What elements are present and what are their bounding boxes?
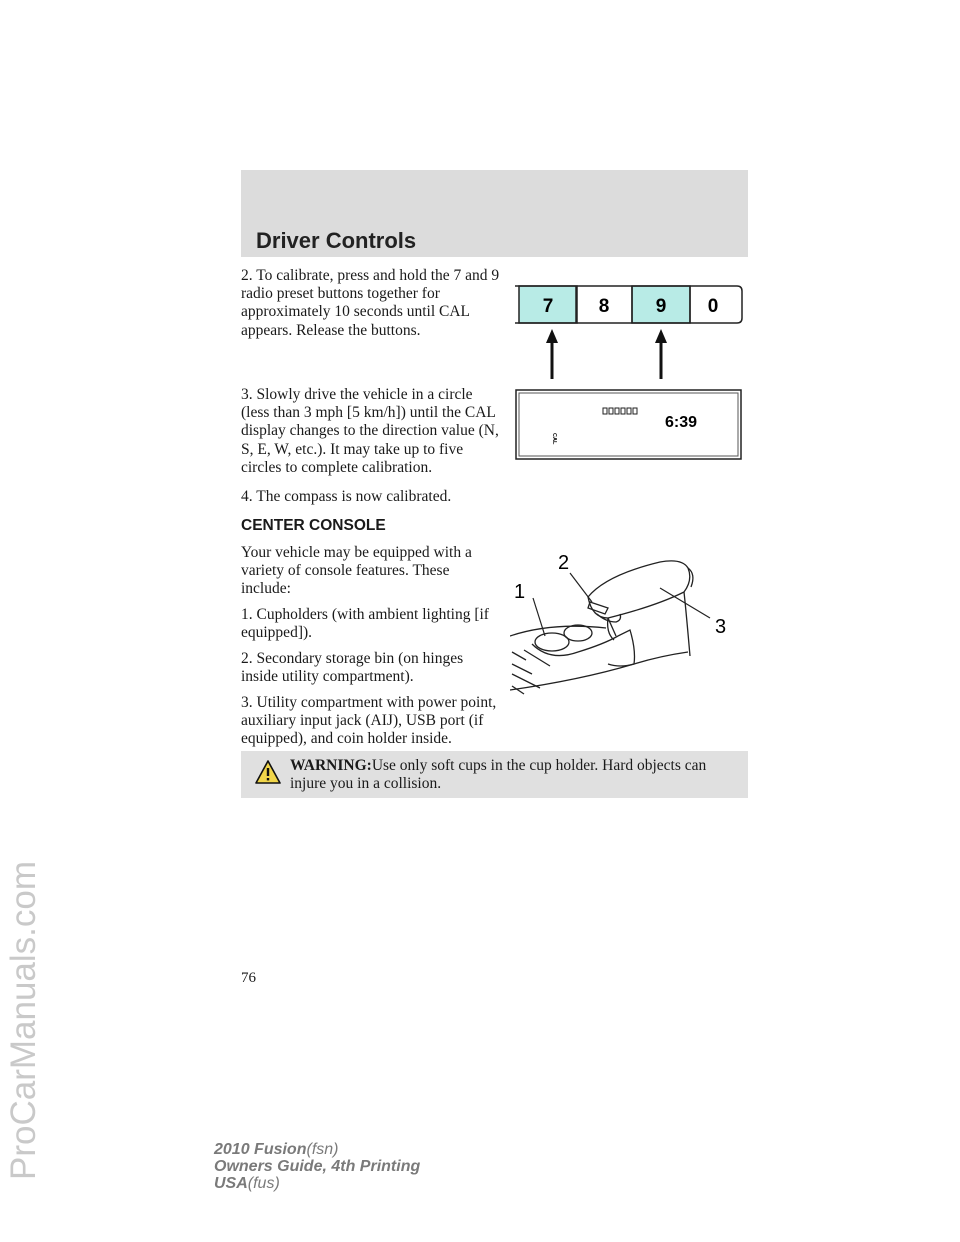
button-label-9: 9 bbox=[655, 296, 667, 317]
callout-leader-3 bbox=[660, 588, 710, 618]
page-number: 76 bbox=[241, 970, 256, 986]
warning-message: Use only soft cups in the cup holder. Hard objects can injure you in a collision. bbox=[290, 757, 707, 793]
display-cal-indicator: CAL bbox=[551, 433, 557, 445]
callout-3: 3 bbox=[715, 616, 727, 638]
console-item-3: 3. Utility compartment with power point, auxiliary input jack (AIJ), USB port (if equipped), and coin holder inside. bbox=[241, 694, 497, 748]
step-3-text: 3. Slowly drive the vehicle in a circle (less than 3 mph [5 km/h]) until the CAL display changes to the direction value (N, S, E, W, etc.). It may take up to five circles to complete calibration. bbox=[241, 386, 499, 476]
radio-display-figure bbox=[515, 389, 743, 461]
footer-model: 2010 Fusion bbox=[214, 1141, 307, 1158]
button-label-7: 7 bbox=[542, 296, 554, 317]
footer bbox=[214, 1141, 420, 1192]
center-console-intro: Your vehicle may be equipped with a variety of console features. These include: bbox=[241, 544, 472, 598]
cupholder-front bbox=[535, 633, 569, 651]
callout-leader-2 bbox=[570, 573, 592, 602]
button-label-0: 0 bbox=[707, 296, 719, 317]
footer-model-code: (fsn) bbox=[306, 1141, 339, 1158]
display-time: 6:39 bbox=[665, 414, 698, 431]
console-item-1: 1. Cupholders (with ambient lighting [if equipped]). bbox=[241, 606, 489, 642]
callout-1: 1 bbox=[514, 581, 526, 603]
footer-market: USA bbox=[214, 1175, 248, 1192]
step-2-text: 2. To calibrate, press and hold the 7 and 9 radio preset buttons together for approximately 10 seconds until CAL appears. Release the buttons. bbox=[241, 267, 500, 339]
center-console-heading: CENTER CONSOLE bbox=[241, 517, 386, 534]
center-console-illustration bbox=[510, 540, 750, 710]
button-label-8: 8 bbox=[598, 296, 610, 317]
footer-market-code: (fus) bbox=[247, 1175, 280, 1192]
step-4-text: 4. The compass is now calibrated. bbox=[241, 488, 452, 505]
cupholder-rear bbox=[564, 625, 592, 641]
footer-guide: Owners Guide, 4th Printing bbox=[214, 1158, 421, 1175]
callout-2: 2 bbox=[558, 552, 570, 574]
console-item-2: 2. Secondary storage bin (on hinges inside utility compartment). bbox=[241, 650, 464, 686]
warning-triangle-icon bbox=[255, 760, 281, 784]
preset-buttons-figure bbox=[515, 285, 745, 381]
warning-text bbox=[290, 757, 740, 793]
armrest-lid bbox=[588, 561, 690, 618]
section-title: Driver Controls bbox=[256, 228, 417, 253]
warning-label: WARNING: bbox=[290, 757, 372, 774]
display-frame bbox=[516, 390, 741, 459]
